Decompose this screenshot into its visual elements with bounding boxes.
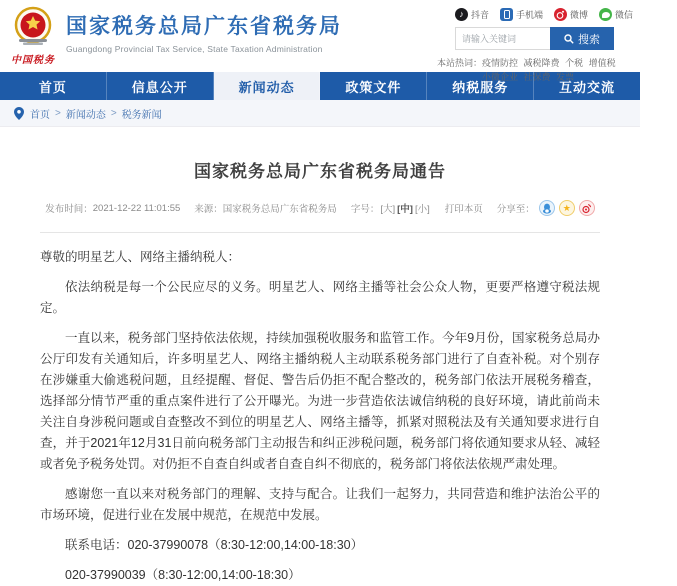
weibo-flame-icon — [581, 203, 592, 214]
nav-item-info-disclosure[interactable]: 信息公开 — [107, 72, 214, 100]
brand — [8, 6, 342, 66]
share-controls — [497, 200, 595, 216]
meta-divider — [40, 232, 600, 233]
douyin-label: 抖音 — [471, 10, 490, 20]
search-bar — [455, 27, 677, 50]
article-meta — [40, 200, 600, 216]
wechat-link[interactable] — [599, 8, 633, 21]
breadcrumb-separator: > — [55, 107, 61, 119]
site-subtitle: Guangdong Provincial Tax Service, State Taxation Administration — [66, 44, 323, 54]
breadcrumb — [0, 100, 640, 127]
nav-item-news[interactable]: 新闻动态 — [214, 72, 321, 100]
search-button[interactable] — [550, 27, 614, 50]
share-label: 分享至： — [496, 204, 535, 215]
font-size-small-button[interactable]: [小] — [414, 204, 430, 215]
hotword-link[interactable]: 减税降费 — [523, 58, 560, 68]
location-pin-icon — [14, 107, 24, 120]
logo-text: 中国税务 — [11, 55, 55, 66]
font-size-large-button[interactable]: [大] — [380, 204, 396, 215]
source-value: 国家税务总局广东省税务局 — [222, 204, 337, 215]
share-qq-button[interactable] — [539, 200, 555, 216]
search-input[interactable] — [455, 27, 550, 50]
weibo-label: 微博 — [570, 10, 589, 20]
publish-time — [45, 201, 180, 215]
hotwords — [437, 56, 677, 85]
hotword-link[interactable]: 个税 — [565, 58, 584, 68]
nav-item-home[interactable]: 首页 — [0, 72, 107, 100]
paragraph: 依法纳税是每一个公民应尽的义务。明星艺人、网络主播等社会公众人物，更要严格遵守税法规定。 — [40, 280, 600, 315]
wechat-icon — [599, 8, 612, 21]
article-title: 国家税务总局广东省税务局通告 — [194, 162, 446, 181]
search-icon — [564, 34, 574, 44]
nav-item-policy[interactable]: 政策文件 — [320, 72, 427, 100]
contact-phone-2: 020-37990039（8:30-12:00,14:00-18:30） — [65, 568, 301, 582]
article-source — [194, 201, 337, 215]
contact-phone-1: 联系电话：020-37990078（8:30-12:00,14:00-18:30） — [65, 538, 364, 552]
publish-time-value: 2021-12-22 11:01:55 — [92, 202, 181, 214]
share-qzone-button[interactable] — [559, 200, 575, 216]
tax-emblem-icon — [11, 6, 55, 50]
search-button-label: 搜索 — [578, 33, 600, 46]
source-label: 来源： — [194, 204, 223, 215]
douyin-link[interactable] — [455, 8, 489, 21]
hotword-link[interactable]: 疫情防控 — [482, 58, 519, 68]
logo — [8, 6, 58, 66]
article-body — [40, 247, 600, 586]
article — [0, 157, 640, 586]
paragraph: 感谢您一直以来对税务部门的理解、支持与配合。让我们一起努力，共同营造和维护法治公平的市场环境，促进行业在发展中规范，在规范中发展。 — [40, 487, 600, 522]
nav-item-interaction[interactable]: 互动交流 — [559, 79, 616, 95]
breadcrumb-tax-news[interactable]: 税务新闻 — [121, 109, 162, 121]
print-page-button[interactable]: 打印本页 — [444, 204, 483, 215]
mobile-label: 手机端 — [516, 10, 544, 20]
site-header — [0, 0, 640, 83]
breadcrumb-separator: > — [110, 107, 117, 119]
douyin-icon: ♪ — [455, 8, 468, 21]
weibo-link[interactable] — [554, 8, 588, 21]
wechat-label: 微信 — [615, 10, 634, 20]
hotword-link[interactable]: 发票 — [556, 72, 575, 83]
hotwords-label: 本站热词： — [437, 58, 483, 68]
share-weibo-button[interactable] — [579, 200, 595, 216]
qq-penguin-icon — [542, 203, 552, 214]
mobile-icon — [500, 8, 513, 21]
paragraph: 一直以来，税务部门坚持依法依规，持续加强税收服务和监管工作。今年9月份，国家税务总局办公厅印发有关通知后，许多明星艺人、网络主播纳税人主动联系税务部门进行了自查补税。对个别存在涉嫌重大偷逃税问题，且经提醒、督促、警告后仍拒不配合整改的，税务部门依法开展税务稽查，选择部分情节严重的重点案件进行了公开曝光。为进一步营造依法诚信纳税的良好环境，请此前尚未关注自身涉税问题或自查整改不到位的明星艺人、网络主播等，抓紧对照税法及有关通知要求进行自查，并于2021年12月31日前向税务部门主动报告和纠正涉税问题，税务部门将依通知要求从轻、减轻或者免予税务处罚。对仍拒不自查自纠或者自查自纠不彻底的，税务部门将依法依规严肃处理。 — [40, 331, 600, 471]
font-size-medium-button[interactable]: [中] — [397, 204, 413, 215]
breadcrumb-news[interactable]: 新闻动态 — [65, 109, 106, 121]
publish-time-label: 发布时间： — [45, 204, 93, 215]
hotword-link[interactable]: 小微企业 — [482, 72, 519, 83]
hotword-link[interactable]: 社保费 — [523, 72, 551, 83]
qzone-star-icon: ★ — [562, 202, 571, 213]
hotword-link[interactable]: 增值税 — [588, 58, 616, 68]
nav-item-tax-service[interactable]: 纳税服务 — [427, 72, 534, 100]
header-right — [437, 0, 677, 85]
mobile-link[interactable] — [500, 8, 543, 21]
font-size-control — [351, 201, 431, 215]
site-title: 国家税务总局广东省税务局 — [66, 15, 342, 38]
social-links — [455, 8, 677, 21]
weibo-icon — [554, 8, 567, 21]
font-size-label: 字号： — [350, 204, 380, 215]
breadcrumb-home[interactable]: 首页 — [30, 109, 50, 121]
salutation: 尊敬的明星艺人、网络主播纳税人： — [40, 250, 241, 264]
